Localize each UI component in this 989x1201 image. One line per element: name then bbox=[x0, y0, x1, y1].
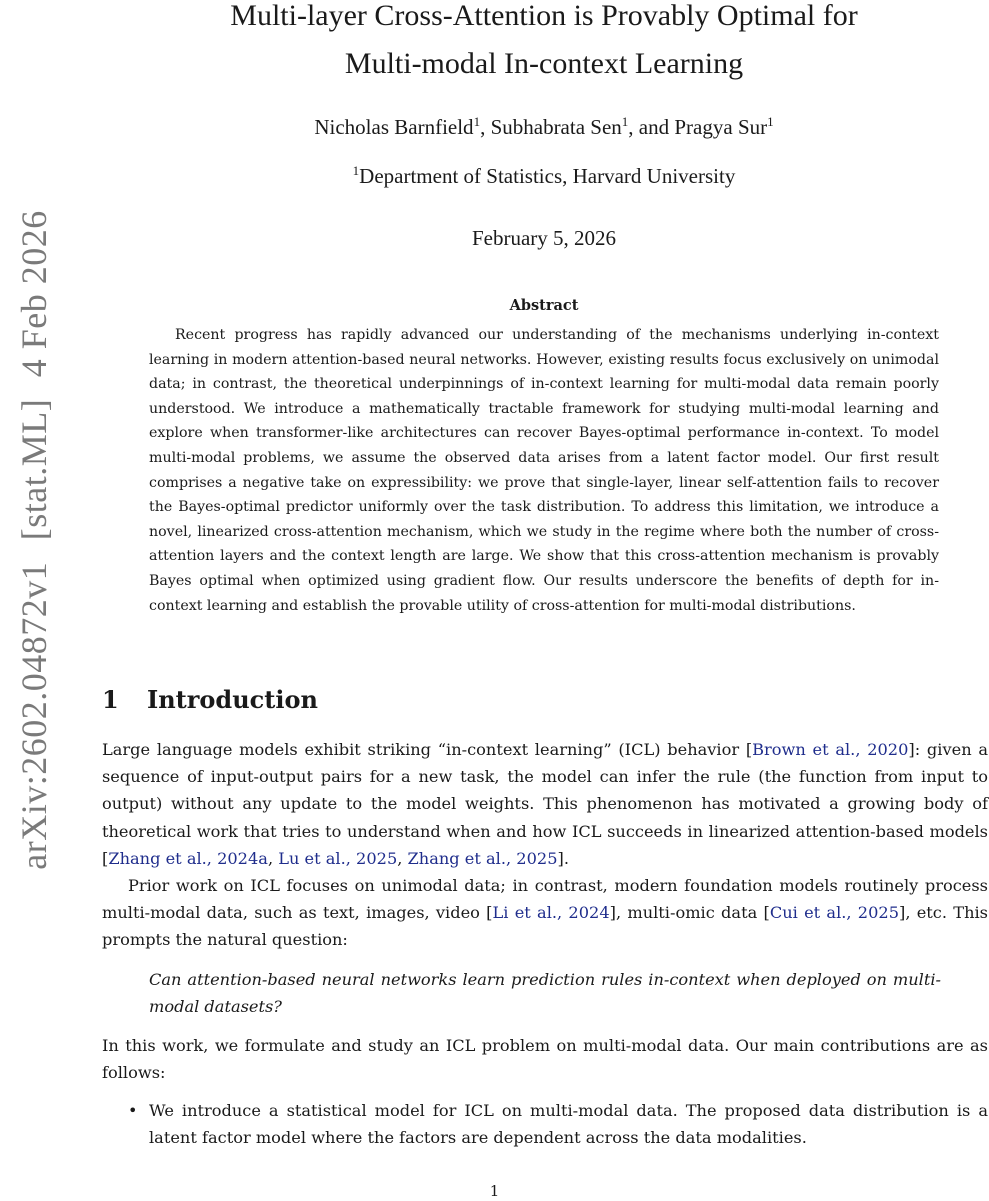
affiliation bbox=[100, 161, 988, 191]
research-question-quote: Can attention-based neural networks learn prediction rules in-context when deployed on multi-modal datasets? bbox=[149, 970, 941, 1017]
paragraph-text: Large language models exhibit striking “in-context learning” (ICL) behavior [ bbox=[102, 740, 753, 759]
citation-link[interactable]: Lu et al., 2025 bbox=[278, 848, 398, 868]
paragraph-text: , bbox=[267, 848, 279, 868]
abstract-heading: Abstract bbox=[509, 297, 579, 314]
arxiv-id: arXiv:2602.04872v1 bbox=[14, 561, 54, 870]
title-line-2: Multi-modal In-context Learning bbox=[344, 47, 744, 80]
paragraph-text: ]. bbox=[557, 848, 569, 868]
affiliation-mark: 1 bbox=[352, 163, 360, 178]
author-name: Pragya Sur bbox=[674, 115, 768, 139]
page-number: 1 bbox=[489, 1182, 500, 1200]
citation-link[interactable]: Zhang et al., 2025 bbox=[407, 848, 558, 868]
title-line-1: Multi-layer Cross-Attention is Provably Optimal for bbox=[230, 0, 858, 32]
list-item bbox=[102, 1097, 988, 1151]
citation-link[interactable]: Zhang et al., 2024a bbox=[108, 848, 268, 868]
affiliation-text: Department of Statistics, Harvard University bbox=[359, 164, 736, 188]
bullet-icon: • bbox=[128, 1101, 138, 1120]
author-list bbox=[100, 112, 988, 142]
paper-title bbox=[100, 0, 988, 88]
author-affiliation-mark: 1 bbox=[473, 114, 481, 129]
paper-date: February 5, 2026 bbox=[471, 226, 617, 250]
paragraph-text: , bbox=[397, 848, 408, 868]
author-name: Nicholas Barnfield bbox=[314, 115, 474, 139]
paragraph bbox=[102, 872, 988, 954]
paragraph-text: ]: given a sequence of input-output pairs for a new task, the model can infer the rule (the function from input to output) without any update to the model weights. This phenomenon has motivated a growing body of theoretical work that tries to understand when and how ICL succeeds in linearized attention-based models [ bbox=[102, 740, 989, 868]
abstract-text: Recent progress has rapidly advanced our understanding of the mechanisms underlying in-context learning in modern attention-based neural networks. However, existing results focus exclusively on unimodal data; in contrast, the theoretical underpinnings of in-context learning for multi-modal data remain poorly understood. We introduce a mathematically tractable framework for studying multi-modal learning and explore when transformer-like architectures can recover Bayes-optimal performance in-context. To model multi-modal problems, we assume the observed data arises from a latent factor model. Our first result comprises a negative take on expressibility: we prove that single-layer, linear self-attention fails to recover the Bayes-optimal predictor uniformly over the task distribution. To address this limitation, we introduce a novel, linearized cross-attention mechanism, which we study in the regime where both the number of cross-attention layers and the context length are large. We show that this cross-attention mechanism is provably Bayes optimal when optimized using gradient flow. Our results underscore the benefits of depth for in-context learning and establish the provable utility of cross-attention for multi-modal distributions. bbox=[149, 327, 939, 614]
author-separator: , and bbox=[628, 115, 675, 139]
paragraph-text: ], multi-omic data [ bbox=[609, 903, 770, 923]
arxiv-date: 4 Feb 2026 bbox=[14, 210, 54, 378]
arxiv-category: [stat.ML] bbox=[14, 398, 54, 541]
citation-link[interactable]: Li et al., 2024 bbox=[492, 903, 610, 923]
author-affiliation-mark: 1 bbox=[621, 114, 629, 129]
section-number: 1 bbox=[102, 685, 119, 714]
paragraph-text: Prior work on ICL focuses on unimodal data; in contrast, modern foundation models routinely process multi-modal data, such as text, images, video [ bbox=[102, 876, 988, 923]
author-separator: , bbox=[480, 115, 491, 139]
list-item-text: We introduce a statistical model for ICL on multi-modal data. The proposed data distribution is a latent factor model where the factors are dependent across the data modalities. bbox=[149, 1101, 988, 1148]
citation-link[interactable]: Brown et al., 2020 bbox=[752, 740, 909, 759]
paragraph-text: ], etc. This prompts the natural question: bbox=[102, 903, 988, 950]
arxiv-sidebar-stamp bbox=[13, 204, 55, 875]
paragraph bbox=[102, 736, 988, 872]
section-heading bbox=[102, 684, 318, 716]
author-name: Subhabrata Sen bbox=[490, 115, 622, 139]
author-affiliation-mark: 1 bbox=[767, 114, 774, 129]
section-title: Introduction bbox=[147, 685, 318, 714]
citation-link[interactable]: Cui et al., 2025 bbox=[769, 903, 899, 923]
paragraph: In this work, we formulate and study an ICL problem on multi-modal data. Our main contributions are as follows: bbox=[102, 1036, 988, 1083]
contribution-list bbox=[102, 1097, 988, 1151]
